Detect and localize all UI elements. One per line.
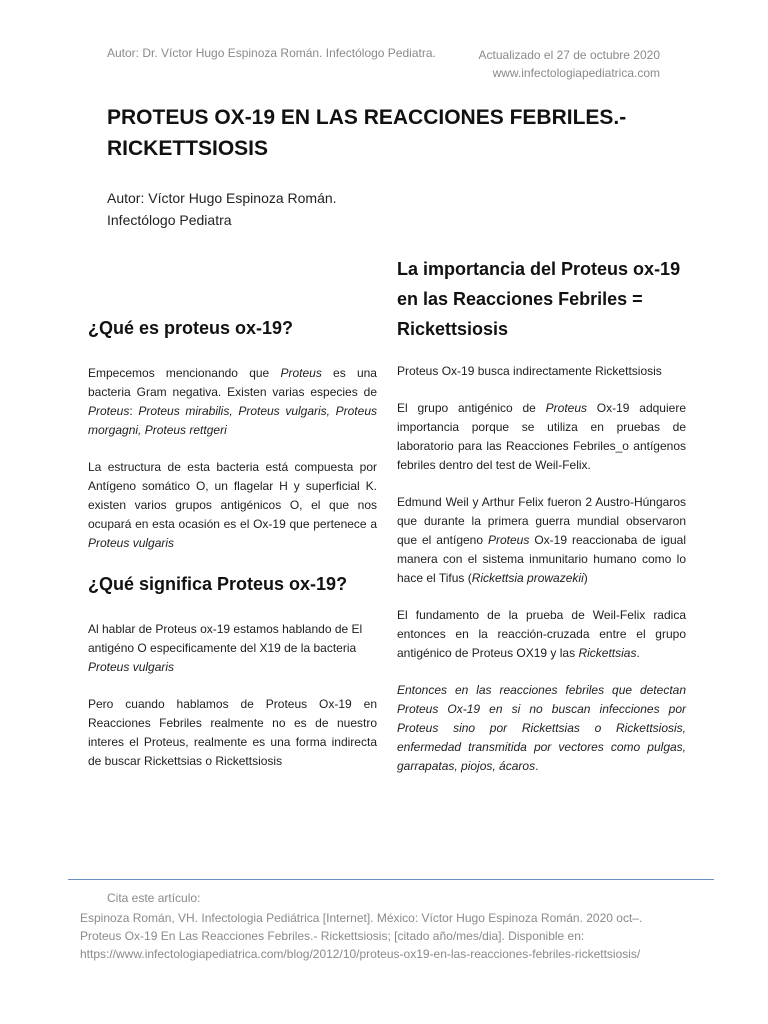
title-line-2: RICKETTSIOSIS [107,137,269,160]
title-line-1: PROTEUS OX-19 EN LAS REACCIONES FEBRILES.- [107,106,627,129]
header-website[interactable]: www.infectologiapediatrica.com [492,66,660,80]
paragraph-weil-felix-historia: Edmund Weil y Arthur Felix fueron 2 Austro-Húngaros que durante la primera guerra mundial observaron que el antígeno Proteus Ox-19 reaccionaba de igual manera con el sistema inmunitario humano como lo hace el Tifus (Rickettsia prowazekii) [397,495,687,585]
right-column [397,254,686,776]
byline-author: Autor: Víctor Hugo Espinoza Román. [107,190,337,206]
paragraph-grupo-antigenico: El grupo antigénico de Proteus Ox-19 adquiere importancia porque se utiliza en pruebas de laboratorio para las Reacciones Febriles_o antígenos febriles dentro del test de Weil-Felix. [397,401,686,472]
heading-importancia: La importancia del Proteus ox-19 en las Reacciones Febriles = Rickettsiosis [397,259,681,339]
header-meta [479,46,660,82]
paragraph-conclusion: Entonces en las reacciones febriles que detectan Proteus Ox-19 en si no buscan infecciones por Proteus sino por Rickettsias o Rickettsiosis, enfermedad transmitida por vectores como pulgas, garrapatas, piojos, ácaros. [397,683,686,773]
byline-role: Infectólogo Pediatra [107,212,232,228]
byline [107,187,337,231]
paragraph-busca-rickettsiosis: Proteus Ox-19 busca indirectamente Rickettsiosis [397,364,662,378]
header-author: Autor: Dr. Víctor Hugo Espinoza Román. Infectólogo Pediatra. [107,46,436,60]
page-title [107,102,667,164]
citation-heading: Cita este artículo: [107,891,201,905]
paragraph-antigeno-o: Al hablar de Proteus ox-19 estamos hablando de El antigéno O especificamente del X19 de la bacteria Proteus vulgaris [88,622,363,674]
citation-text: Espinoza Román, VH. Infectologia Pediátrica [Internet]. México: Víctor Hugo Espinoza Román. 2020 oct–. Proteus Ox-19 En Las Reacciones Febriles.- Rickettsiosis; [citado año/mes/dia]. Disponible en: https://www.infectologiapediatrica.com/blog/2012/10/proteus-ox19-en-las-reacciones-febriles-rickettsiosis/ [80,911,643,961]
paragraph-estructura: La estructura de esta bacteria está compuesta por Antígeno somático O, un flagelar H y superficial K. existen varios grupos antigénicos O, el que nos ocupará en esta ocasión es el Ox-19 que pertenece a Proteus vulgaris [88,460,377,550]
heading-que-significa: ¿Qué significa Proteus ox-19? [88,574,348,594]
paragraph-proteus-intro: Empecemos mencionando que Proteus es una bacteria Gram negativa. Existen varias especies de Proteus: Proteus mirabilis, Proteus vulgaris, Proteus morgagni, Proteus rettgeri [88,366,377,437]
footer-divider [68,879,714,880]
paragraph-fundamento: El fundamento de la prueba de Weil-Felix radica entonces en la reacción-cruzada entre el grupo antigénico de Proteus OX19 y las Rickettsias. [397,608,686,660]
heading-que-es: ¿Qué es proteus ox-19? [88,318,294,338]
left-column [88,316,377,771]
header-updated: Actualizado el 27 de octubre 2020 [478,48,660,62]
paragraph-reacciones-febriles: Pero cuando hablamos de Proteus Ox-19 en Reacciones Febriles realmente no es de nuestro interes el Proteus, realmente es una forma indirecta de buscar Rickettsias o Rickettsiosis [88,697,377,768]
